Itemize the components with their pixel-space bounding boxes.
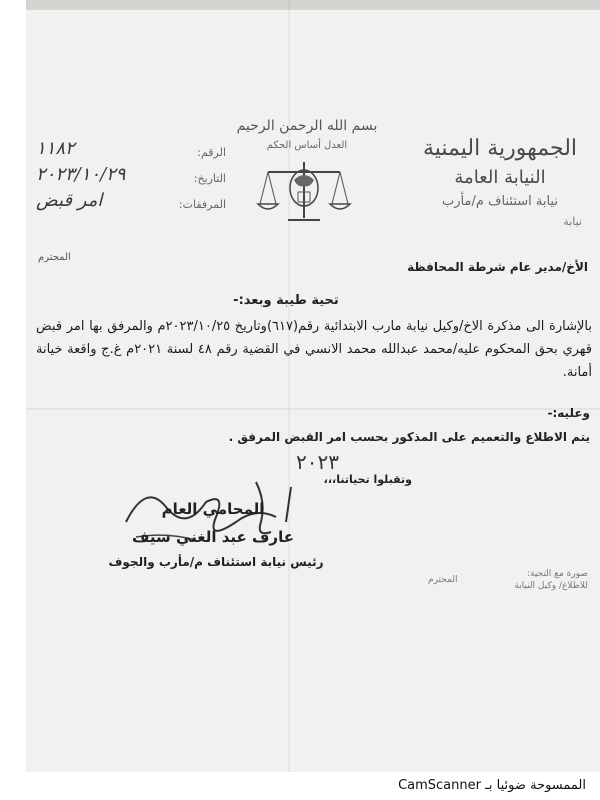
signatory-position: رئيس نيابة استئناف م/مأرب والجوف (108, 555, 324, 569)
letterhead-prosecution: النيابة العامة (454, 167, 546, 188)
date-value: ٢٠٢٣/١٠/٢٩ (36, 164, 126, 185)
closing-salutation: وتقبلوا تحياتنا،،، (323, 473, 412, 486)
reference-attachments-row (36, 190, 226, 220)
copy-to-line1: صورة مع التحية: (526, 569, 588, 579)
respect-label: المحترم (38, 252, 71, 263)
number-value: ١١٨٢ (36, 138, 75, 159)
date-label: التاريخ: (193, 172, 226, 185)
letterhead-republic: الجمهورية اليمنية (422, 136, 578, 161)
document-paper (26, 0, 600, 772)
handwritten-date: ٢٠٢٣ (296, 450, 339, 474)
letterhead-center (232, 118, 382, 151)
reference-block (36, 138, 226, 220)
letterhead-appeals-office: نيابة استئناف م/مأرب (442, 194, 558, 209)
fold-line-horizontal (26, 408, 600, 410)
signatory-title: المحامي العام (161, 500, 265, 518)
copy-to-block (488, 568, 588, 592)
motto-text: العدل أساس الحكم (266, 140, 348, 151)
copy-to-line2: للاطلاع/ وكيل النيابة (514, 581, 588, 591)
camscanner-watermark: الممسوحة ضوئيا بـ CamScanner (398, 778, 586, 793)
accordingly-heading: وعليه:- (547, 406, 590, 420)
number-label: الرقم: (197, 146, 226, 159)
basmala-text: بسم الله الرحمن الرحيم (236, 118, 378, 134)
paper-top-edge (26, 0, 600, 10)
instruction-text: يتم الاطلاع والتعميم على المذكور بحسب امر القبض المرفق . (228, 430, 590, 444)
greeting: تحية طيبة وبعد:- (233, 293, 339, 308)
addressee: الأخ/مدير عام شرطة المحافظة (407, 260, 588, 274)
letterhead-right (400, 136, 600, 228)
scales-emblem-icon (254, 158, 354, 232)
attachments-label: المرفقات: (178, 198, 226, 211)
fold-line-vertical (288, 0, 290, 772)
body-paragraph: بالإشارة الى مذكرة الاخ/وكيل نيابة مارب الابتدائية رقم(٦١٧)وتاريخ ٢٠٢٣/١٠/٢٥م والمرفق بها امر قبض قهري بحق المحكوم عليه/محمد عبدالله محمد الانسي في القضية رقم ٤٨ لسنة ٢٠٢١م غ.ج واقعة خيانة أمانة. (36, 319, 592, 380)
attachments-value: امر قبض (36, 190, 103, 211)
letterhead-office-label: نيابة (563, 215, 582, 228)
signatory-name: عارف عبد الغني سيف (132, 528, 294, 546)
footer-respect-label: المحترم (428, 575, 458, 585)
